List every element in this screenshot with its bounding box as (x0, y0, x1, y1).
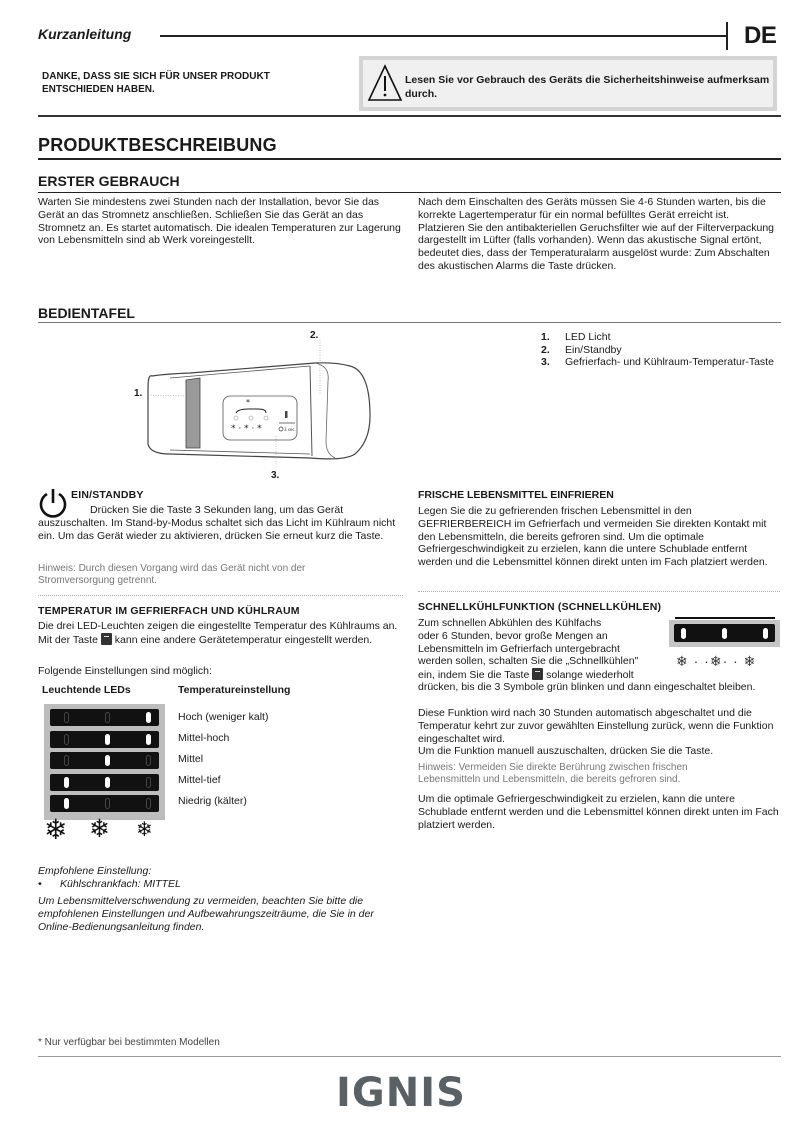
snowflake-large-icon: ❄ (44, 814, 68, 845)
quick-cool-final-text: Um die optimale Gefriergeschwindigkeit zu erzielen, kann die untere Schublade entfernt werden und die Lebensmittel können direkt unten im Fach platziert werden. (418, 793, 779, 831)
quick-cool-manual-off-text: Um die Funktion manuell auszuschalten, drücken Sie die Taste. (418, 745, 714, 757)
header-divider (160, 35, 726, 37)
led-on (146, 712, 151, 723)
led-on (105, 734, 110, 745)
standby-title: EIN/STANDBY (71, 489, 144, 501)
intro-divider (38, 115, 781, 117)
snowflake-small-icon: ❄ (136, 819, 153, 841)
led-off (105, 798, 110, 809)
quick-cool-led-panel (669, 620, 780, 647)
column-header-setting: Temperatureinstellung (178, 684, 291, 696)
led-on (105, 755, 110, 766)
quick-cool-note: Hinweis: Vermeiden Sie direkte Berührung zwischen frischen Lebensmitteln und Lebensmitteln, die bereits gefroren sind. (418, 762, 688, 786)
snowflake-medium-icon: ❄ (89, 815, 110, 843)
led-off (64, 755, 69, 766)
svg-text:* · * · *: * · * · * (231, 424, 262, 434)
temperature-title: TEMPERATUR IM GEFRIERFACH UND KÜHLRAUM (38, 605, 300, 617)
led-off (146, 755, 151, 766)
led-settings-panel (44, 704, 165, 820)
led-on (105, 777, 110, 788)
led-off (64, 734, 69, 745)
footer-divider (38, 1056, 781, 1057)
led-on (64, 798, 69, 809)
quick-cool-text-start: Zum schnellen Abkühlen des Kühlfachs oder 6 Stunden, bevor große Mengen an Lebensmitteln im Gefrierfach untergebracht werden sollen, schalten Sie die „Schnellkühlen" ein, indem Sie die Taste solange wiederholt (418, 617, 639, 682)
control-panel-diagram (130, 326, 380, 466)
document-title: Kurzanleitung (38, 26, 132, 42)
quick-cool-panel-top (675, 617, 775, 619)
footnote: * Nur verfügbar bei bestimmten Modellen (38, 1037, 220, 1048)
thanks-message: DANKE, DASS SIE SICH FÜR UNSER PRODUKT ENTSCHIEDEN HABEN. (42, 71, 270, 95)
setting-label: Mittel-hoch (178, 732, 230, 744)
header-vertical-divider (726, 22, 728, 50)
recommended-text: Um Lebensmittelverschwendung zu vermeiden, beachten Sie bitte die empfohlenen Einstellungen und Aufbewahrungszeiträume, die Sie in der Online-Bedienungsanleitung finden. (38, 895, 374, 933)
svg-text:3 sec.: 3 sec. (284, 427, 296, 432)
section-title-control-panel: BEDIENTAFEL (38, 305, 135, 321)
led-row-low (50, 795, 159, 812)
section-divider (38, 322, 781, 323)
legend-item: 2. Ein/Standby (541, 343, 622, 356)
freeze-fresh-title: FRISCHE LEBENSMITTEL EINFRIEREN (418, 489, 614, 501)
freeze-fresh-text: Legen Sie die zu gefrierenden frischen Lebensmittel in den GEFRIERBEREICH im Gefrierfach und vermeiden Sie direkten Kontakt mit den Lebensmitteln, die bereits gefroren sind. Um die optimale Gefriergeschwindigkeit zu erzielen, kann die untere Schublade entfernt werden und die Lebensmittel können direkt unten im Fach platziert werden. (418, 505, 768, 569)
section-divider (38, 192, 781, 193)
setting-label: Mittel-tief (178, 774, 221, 786)
section-title-first-use: ERSTER GEBRAUCH (38, 173, 180, 189)
dotted-divider (38, 595, 403, 596)
brand-logo: IGNIS (336, 1070, 466, 1116)
led-off (146, 798, 151, 809)
dotted-divider (418, 591, 780, 592)
led-row-medium-low (50, 774, 159, 791)
setting-label: Niedrig (kälter) (178, 795, 247, 807)
first-use-text-right: Nach dem Einschalten des Geräts müssen Sie 4-6 Stunden warten, bis die korrekte Lagertemperatur für ein normal befülltes Gerät erreicht ist. Platzieren Sie den antibakteriellen Geruchsfilter wie auf der Filterverpackung dargestellt im Lüfter (falls vorhanden). Wenn das akustische Signal ertönt, bedeutet dies, dass der Temperaturalarm ausgelöst wurde: Zum Abschalten des akustischen Alarms die Taste drücken. (418, 196, 775, 272)
led-row-medium-high (50, 731, 159, 748)
section-divider (38, 158, 781, 160)
legend-item: 3. Gefrierfach- und Kühlraum-Temperatur-Taste (541, 356, 774, 368)
led-on (763, 628, 768, 639)
led-on (64, 777, 69, 788)
callout-2: 2. (310, 330, 319, 341)
led-row-medium (50, 752, 159, 769)
legend-item: 1. LED Licht (541, 331, 611, 343)
possible-settings-text: Folgende Einstellungen sind möglich: (38, 665, 212, 677)
temperature-button-icon (101, 633, 112, 645)
quick-cool-button-icon (532, 668, 543, 680)
led-on (681, 628, 686, 639)
led-on (722, 628, 727, 639)
temperature-text: Die drei LED-Leuchten zeigen die eingestellte Temperatur des Kühlraums an. Mit der Taste kann eine andere Gerätetemperatur eingestellt werden. (38, 620, 398, 646)
quick-cool-snowflakes-icon: ❄ · ·❄· · ❄ (676, 653, 757, 669)
led-off (146, 777, 151, 788)
recommended-title: Empfohlene Einstellung: (38, 865, 152, 877)
quick-cool-text-rest: drücken, bis die 3 Symbole grün blinken und dann eingeschaltet bleiben. (418, 681, 756, 693)
recommended-item: • Kühlschrankfach: MITTEL (38, 878, 181, 890)
callout-1: 1. (134, 388, 143, 399)
column-header-leds: Leuchtende LEDs (42, 684, 131, 696)
bullet: • (38, 878, 42, 890)
warning-text: Lesen Sie vor Gebrauch des Geräts die Sicherheitshinweise aufmerksam durch. (405, 74, 770, 100)
led-row-high (50, 709, 159, 726)
quick-cool-auto-off-text: Diese Funktion wird nach 30 Stunden automatisch abgeschaltet und die Temperatur kehrt zur zuvor gewählten Einstellung zurück, wenn die Funktion eingeschaltet wird. (418, 707, 774, 745)
section-title-product-description: PRODUKTBESCHREIBUNG (38, 135, 277, 155)
standby-note: Hinweis: Durch diesen Vorgang wird das Gerät nicht von der Stromversorgung getrennt. (38, 563, 306, 587)
led-row-all-on (674, 624, 775, 642)
control-panel-legend (541, 331, 785, 369)
led-off (64, 712, 69, 723)
svg-text:*: * (246, 398, 250, 407)
warning-triangle-icon (367, 63, 403, 103)
fridge-control-panel-illustration (130, 326, 380, 466)
led-off (105, 712, 110, 723)
safety-warning-box (359, 56, 777, 111)
setting-label: Hoch (weniger kalt) (178, 711, 269, 723)
language-code: DE (744, 22, 777, 49)
led-on (146, 734, 151, 745)
standby-text: Drücken Sie die Taste 3 Sekunden lang, um das Gerät auszuschalten. Im Stand-by-Modus schaltet sich das Licht im Kühlraum nicht ein. Um das Gerät wieder zu aktivieren, drücken Sie erneut kurz die Taste. (38, 504, 396, 542)
callout-3: 3. (271, 470, 280, 481)
first-use-text-left: Warten Sie mindestens zwei Stunden nach der Installation, bevor Sie das Gerät an das Stromnetz anschließen. Schließen Sie das Gerät an das Stromnetz an. Es startet automatisch. Die idealen Temperaturen zur Lagerung von Lebensmitteln sind ab Werk voreingestellt. (38, 196, 401, 247)
setting-label: Mittel (178, 753, 204, 765)
quick-cool-title: SCHNELLKÜHLFUNKTION (SCHNELLKÜHLEN) (418, 601, 662, 613)
